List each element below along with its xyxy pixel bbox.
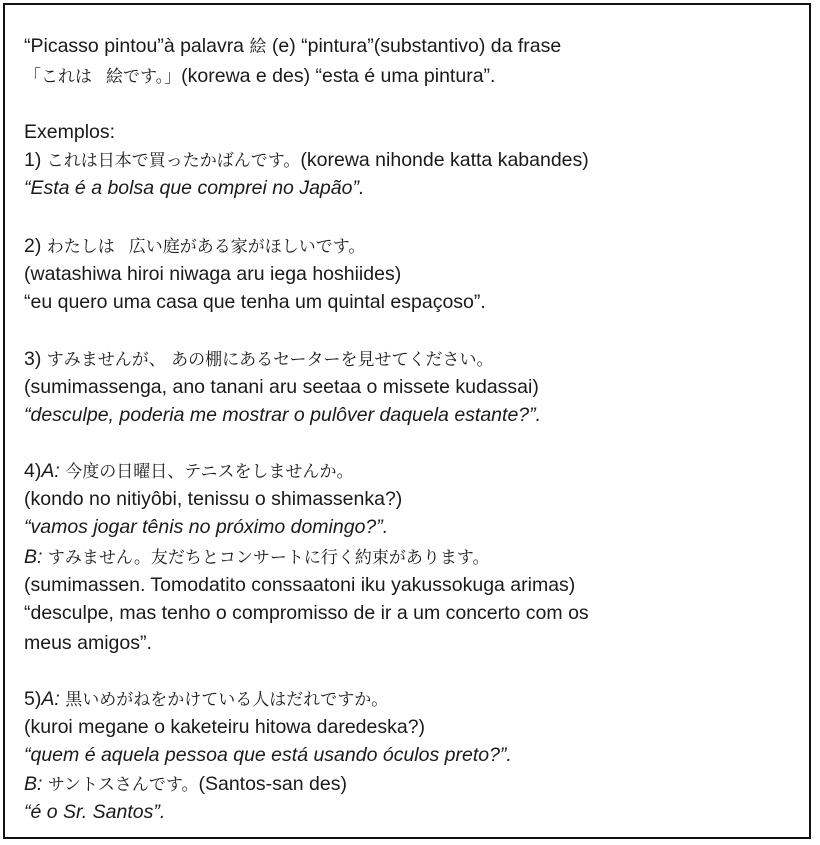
japanese-text: わたしは (46, 237, 115, 257)
example-1-translation: “Esta é a bolsa que comprei no Japão”. (24, 177, 365, 199)
example-number: 3) (24, 348, 42, 370)
example-4-b-romaji: (sumimassen. Tomodatito conssaatoni iku yakussokuga arimas) (24, 574, 576, 596)
example-3-japanese (24, 346, 494, 373)
intro-line-2 (24, 63, 495, 90)
speaker-label: A: (41, 460, 60, 482)
example-5-speaker-a (24, 686, 388, 713)
intro-japanese-sentence-end: 絵です。」 (106, 67, 182, 87)
example-4-b-translation-2: meus amigos”. (24, 632, 152, 654)
intro-text: “Picasso pintou”à palavra (24, 35, 250, 57)
example-4-a-romaji: (kondo no nitiyôbi, tenissu o shimassenka?) (24, 488, 403, 510)
intro-japanese-sentence: 「これは (24, 67, 92, 87)
example-5-speaker-b (24, 771, 347, 798)
japanese-text: これは日本で買ったかばんです。 (46, 151, 301, 171)
intro-line-1 (24, 33, 561, 60)
intro-text-cont: (e) “pintura”(substantivo) da frase (266, 35, 562, 57)
speaker-label: A: (41, 688, 60, 710)
example-4-speaker-a (24, 458, 354, 485)
example-5-a-translation: “quem é aquela pessoa que está usando óculos preto?”. (24, 744, 512, 766)
intro-kanji: 絵 (249, 37, 267, 57)
example-5-b-translation: “é o Sr. Santos”. (24, 801, 166, 823)
example-1-japanese (24, 147, 589, 174)
japanese-text: すみません。友だちとコンサートに行く約束があります。 (47, 548, 490, 568)
romaji-text: (Santos-san des) (198, 773, 347, 795)
example-3-translation: “desculpe, poderia me mostrar o pulôver daquela estante?”. (24, 404, 542, 426)
japanese-text-cont: 広い庭がある家がほしいです。 (128, 237, 366, 257)
example-4-b-translation-1: “desculpe, mas tenho o compromisso de ir a um concerto com os (24, 602, 589, 624)
example-number: 2) (24, 235, 42, 257)
example-number: 4) (24, 460, 42, 482)
intro-translation: (korewa e des) “esta é uma pintura”. (181, 65, 496, 87)
example-2-translation: “eu quero uma casa que tenha um quintal espaçoso”. (24, 291, 486, 313)
romaji-text: (korewa nihonde katta kabandes) (300, 149, 589, 171)
japanese-text: 黒いめがねをかけている人はだれですか。 (65, 690, 389, 710)
example-4-a-translation: “vamos jogar tênis no próximo domingo?”. (24, 516, 389, 538)
examples-heading: Exemplos: (24, 121, 116, 143)
example-2-romaji: (watashiwa hiroi niwaga aru iega hoshiides) (24, 263, 402, 285)
example-number: 1) (24, 149, 42, 171)
example-4-speaker-b (24, 544, 490, 571)
japanese-text: サントスさんです。 (47, 775, 199, 795)
example-number: 5) (24, 688, 42, 710)
speaker-label: B: (24, 546, 43, 568)
japanese-text: 今度の日曜日、テニスをしませんか。 (65, 462, 354, 482)
example-5-a-romaji: (kuroi megane o kaketeiru hitowa daredeska?) (24, 716, 426, 738)
japanese-text: すみませんが、 あの棚にあるセーターを見せてください。 (46, 350, 494, 370)
example-3-romaji: (sumimassenga, ano tanani aru seetaa o missete kudassai) (24, 376, 539, 398)
example-2-japanese (24, 233, 365, 260)
speaker-label: B: (24, 773, 43, 795)
